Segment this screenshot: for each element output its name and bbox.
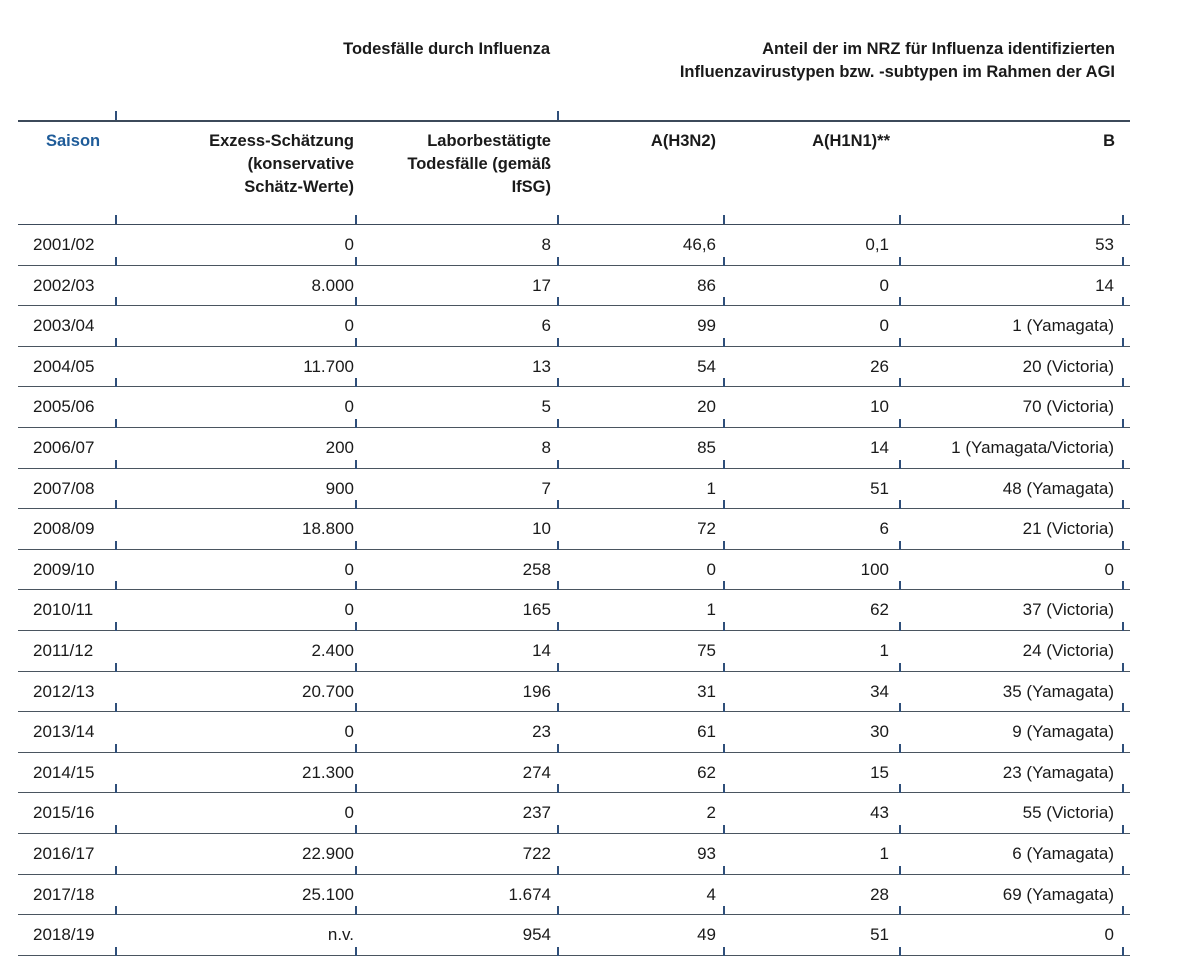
- cell-h1n1: 15: [870, 762, 889, 782]
- cell-b: 0: [1104, 925, 1114, 945]
- tick: [899, 215, 901, 224]
- tick: [115, 581, 117, 590]
- tick: [557, 703, 559, 712]
- group-title-deaths: [200, 38, 550, 61]
- cell-h3n2: 99: [697, 316, 716, 336]
- cell-lab: 165: [522, 600, 551, 620]
- tick: [115, 541, 117, 550]
- group-title-nrz: [560, 38, 1115, 84]
- tick: [355, 866, 357, 875]
- tick: [115, 460, 117, 469]
- cell-excess: 11.700: [303, 356, 354, 376]
- tick: [899, 703, 901, 712]
- tick: [723, 581, 725, 590]
- tick: [723, 419, 725, 428]
- tick: [1122, 215, 1124, 224]
- cell-b: 70 (Victoria): [1022, 397, 1114, 417]
- cell-b: 35 (Yamagata): [1002, 681, 1114, 701]
- header-lab-line3: IfSG): [511, 178, 551, 196]
- header-lab-line1: Laborbestätigte: [427, 132, 551, 150]
- tick: [723, 541, 725, 550]
- tick: [557, 257, 559, 266]
- header-h1n1: A(H1N1)**: [812, 132, 890, 150]
- cell-b: 37 (Victoria): [1022, 600, 1114, 620]
- cell-saison: 2007/08: [33, 478, 95, 498]
- tick: [355, 297, 357, 306]
- table-row: [0, 550, 1200, 591]
- row-divider: [18, 955, 1130, 956]
- tick: [723, 784, 725, 793]
- group-title-deaths-text: Todesfälle durch Influenza: [343, 40, 550, 58]
- cell-h3n2: 20: [697, 397, 716, 417]
- header-excess-line1: Exzess-Schätzung: [209, 132, 354, 150]
- tick: [899, 500, 901, 509]
- tick: [899, 825, 901, 834]
- cell-b: 48 (Yamagata): [1002, 478, 1114, 498]
- tick: [355, 906, 357, 915]
- tick: [355, 541, 357, 550]
- tick: [115, 825, 117, 834]
- table-row: [0, 834, 1200, 875]
- tick: [557, 215, 559, 224]
- cell-excess: 0: [344, 803, 354, 823]
- cell-saison: 2006/07: [33, 438, 95, 457]
- cell-b: 21 (Victoria): [1022, 519, 1114, 539]
- cell-excess: 200: [325, 438, 354, 457]
- tick: [899, 784, 901, 793]
- cell-lab: 5: [541, 397, 551, 417]
- header-lab: [370, 130, 551, 199]
- tick: [355, 419, 357, 428]
- cell-lab: 17: [532, 275, 551, 295]
- tick: [899, 622, 901, 631]
- tick: [355, 784, 357, 793]
- table-row: [0, 347, 1200, 388]
- tick: [115, 215, 117, 224]
- tick: [1122, 257, 1124, 266]
- cell-excess: 0: [344, 722, 354, 742]
- tick: [557, 825, 559, 834]
- cell-excess: n.v.: [327, 925, 354, 945]
- tick: [355, 825, 357, 834]
- tick: [355, 622, 357, 631]
- tick: [355, 460, 357, 469]
- tick: [723, 257, 725, 266]
- tick: [557, 378, 559, 387]
- tick: [355, 378, 357, 387]
- tick: [557, 906, 559, 915]
- cell-h3n2: 49: [697, 925, 716, 945]
- tick: [115, 906, 117, 915]
- tick: [899, 297, 901, 306]
- tick: [723, 297, 725, 306]
- tick: [557, 784, 559, 793]
- tick: [557, 460, 559, 469]
- cell-h3n2: 93: [697, 844, 716, 863]
- cell-saison: 2018/19: [33, 925, 95, 945]
- tick: [1122, 419, 1124, 428]
- cell-excess: 0: [344, 559, 354, 579]
- tick: [1122, 866, 1124, 875]
- tick: [1122, 663, 1124, 672]
- tick: [1122, 460, 1124, 469]
- table-row: [0, 590, 1200, 631]
- cell-saison: 2002/03: [33, 275, 95, 295]
- cell-saison: 2005/06: [33, 397, 95, 417]
- tick: [899, 866, 901, 875]
- tick: [899, 460, 901, 469]
- cell-h3n2: 75: [697, 641, 716, 660]
- cell-h3n2: 54: [697, 356, 716, 376]
- tick: [115, 111, 117, 120]
- tick: [1122, 622, 1124, 631]
- tick: [723, 460, 725, 469]
- header-excess-line3: Schätz-Werte): [244, 178, 354, 196]
- tick: [557, 947, 559, 956]
- cell-h3n2: 61: [697, 722, 716, 742]
- cell-b: 1 (Yamagata/Victoria): [951, 438, 1114, 457]
- tick: [355, 703, 357, 712]
- table-row: [0, 306, 1200, 347]
- tick: [899, 378, 901, 387]
- cell-h3n2: 4: [706, 884, 716, 904]
- cell-excess: 900: [325, 478, 354, 498]
- cell-excess: 25.100: [302, 884, 354, 904]
- tick: [355, 744, 357, 753]
- cell-saison: 2011/12: [33, 641, 94, 660]
- cell-lab: 13: [532, 356, 551, 376]
- cell-excess: 0: [344, 600, 354, 620]
- cell-lab: 196: [522, 681, 551, 701]
- cell-h3n2: 1: [706, 478, 716, 498]
- table-row: [0, 469, 1200, 510]
- tick: [1122, 581, 1124, 590]
- tick: [899, 338, 901, 347]
- tick: [557, 297, 559, 306]
- cell-saison: 2001/02: [33, 235, 95, 254]
- cell-b: 23 (Yamagata): [1002, 762, 1114, 782]
- cell-excess: 20.700: [302, 681, 354, 701]
- tick: [557, 663, 559, 672]
- tick: [723, 744, 725, 753]
- cell-b: 0: [1104, 559, 1114, 579]
- cell-excess: 0: [344, 316, 354, 336]
- cell-h3n2: 46,6: [682, 235, 716, 254]
- tick: [115, 297, 117, 306]
- tick: [1122, 500, 1124, 509]
- tick: [723, 866, 725, 875]
- header-saison: Saison: [46, 132, 101, 150]
- cell-saison: 2012/13: [33, 681, 95, 701]
- tick: [1122, 784, 1124, 793]
- tick: [1122, 297, 1124, 306]
- cell-saison: 2014/15: [33, 762, 95, 782]
- tick: [355, 257, 357, 266]
- tick: [1122, 906, 1124, 915]
- table-row: [0, 266, 1200, 307]
- cell-saison: 2004/05: [33, 356, 95, 376]
- cell-h1n1: 62: [870, 600, 889, 620]
- cell-lab: 10: [532, 519, 551, 539]
- cell-lab: 722: [522, 844, 551, 863]
- tick: [115, 866, 117, 875]
- cell-saison: 2003/04: [33, 316, 95, 336]
- tick: [115, 622, 117, 631]
- tick: [115, 419, 117, 428]
- cell-h1n1: 34: [870, 681, 889, 701]
- cell-excess: 21.300: [302, 762, 354, 782]
- tick: [557, 744, 559, 753]
- header-excess: [150, 130, 354, 199]
- table-row: [0, 387, 1200, 428]
- tick: [355, 581, 357, 590]
- cell-lab: 7: [541, 478, 551, 498]
- cell-b: 9 (Yamagata): [1012, 722, 1114, 742]
- tick: [899, 744, 901, 753]
- cell-h1n1: 30: [870, 722, 889, 742]
- cell-excess: 2.400: [311, 641, 354, 660]
- table-row: [0, 225, 1200, 266]
- tick: [115, 663, 117, 672]
- cell-b: 24 (Victoria): [1022, 641, 1114, 660]
- cell-h1n1: 10: [870, 397, 889, 417]
- cell-b: 55 (Victoria): [1022, 803, 1114, 823]
- table-row: [0, 712, 1200, 753]
- tick: [115, 378, 117, 387]
- cell-h1n1: 0: [879, 275, 889, 295]
- cell-lab: 23: [532, 722, 551, 742]
- cell-h3n2: 0: [706, 559, 716, 579]
- cell-lab: 258: [522, 559, 551, 579]
- tick: [355, 663, 357, 672]
- table-row: [0, 509, 1200, 550]
- tick: [1122, 703, 1124, 712]
- tick: [723, 622, 725, 631]
- tick: [355, 500, 357, 509]
- tick: [557, 866, 559, 875]
- cell-h3n2: 31: [697, 681, 716, 701]
- cell-saison: 2013/14: [33, 722, 95, 742]
- cell-lab: 1.674: [508, 884, 551, 904]
- group-title-nrz-line1: Anteil der im NRZ für Influenza identifizierten: [762, 40, 1115, 58]
- group-title-nrz-line2: Influenzavirustypen bzw. -subtypen im Rahmen der AGI: [679, 63, 1115, 81]
- cell-b: 69 (Yamagata): [1002, 884, 1114, 904]
- cell-h3n2: 85: [697, 438, 716, 457]
- header-h3n2: A(H3N2): [650, 132, 716, 150]
- tick: [723, 703, 725, 712]
- cell-lab: 14: [532, 641, 551, 660]
- tick: [899, 257, 901, 266]
- tick: [899, 947, 901, 956]
- tick: [115, 784, 117, 793]
- tick: [1122, 947, 1124, 956]
- cell-h1n1: 14: [870, 438, 889, 457]
- header-b: B: [1103, 132, 1115, 150]
- cell-b: 53: [1095, 235, 1114, 254]
- tick: [115, 744, 117, 753]
- cell-h1n1: 51: [870, 478, 889, 498]
- tick: [557, 541, 559, 550]
- cell-h1n1: 26: [870, 356, 889, 376]
- table-row: [0, 631, 1200, 672]
- tick: [557, 111, 559, 120]
- tick: [1122, 541, 1124, 550]
- tick: [557, 500, 559, 509]
- cell-saison: 2010/11: [33, 600, 94, 620]
- table-row: [0, 915, 1200, 956]
- tick: [723, 378, 725, 387]
- tick: [355, 338, 357, 347]
- cell-h3n2: 86: [697, 275, 716, 295]
- cell-h1n1: 43: [870, 803, 889, 823]
- tick: [723, 825, 725, 834]
- tick: [723, 663, 725, 672]
- tick: [899, 419, 901, 428]
- cell-h1n1: 51: [870, 925, 889, 945]
- cell-lab: 237: [522, 803, 551, 823]
- cell-excess: 0: [344, 397, 354, 417]
- header-excess-line2: (konservative: [247, 155, 354, 173]
- tick: [899, 906, 901, 915]
- cell-lab: 954: [522, 925, 551, 945]
- cell-h1n1: 6: [879, 519, 889, 539]
- table-row: [0, 875, 1200, 916]
- cell-b: 14: [1095, 275, 1114, 295]
- cell-b: 6 (Yamagata): [1012, 844, 1114, 863]
- tick: [723, 215, 725, 224]
- cell-lab: 6: [541, 316, 551, 336]
- tick: [557, 622, 559, 631]
- tick: [1122, 378, 1124, 387]
- cell-saison: 2009/10: [33, 559, 95, 579]
- cell-saison: 2008/09: [33, 519, 95, 539]
- tick: [557, 419, 559, 428]
- cell-h3n2: 1: [706, 600, 716, 620]
- cell-saison: 2017/18: [33, 884, 95, 904]
- tick: [355, 215, 357, 224]
- tick: [1122, 744, 1124, 753]
- tick: [115, 703, 117, 712]
- tick: [723, 947, 725, 956]
- cell-excess: 0: [344, 235, 354, 254]
- cell-lab: 274: [522, 762, 551, 782]
- tick: [899, 663, 901, 672]
- cell-excess: 18.800: [302, 519, 354, 539]
- tick: [115, 500, 117, 509]
- cell-saison: 2016/17: [33, 844, 95, 863]
- tick: [557, 581, 559, 590]
- cell-h1n1: 0,1: [865, 235, 889, 254]
- cell-b: 1 (Yamagata): [1012, 316, 1114, 336]
- table-row: [0, 672, 1200, 713]
- cell-b: 20 (Victoria): [1022, 356, 1114, 376]
- cell-lab: 8: [541, 235, 551, 254]
- cell-h1n1: 100: [860, 559, 889, 579]
- table-row: [0, 753, 1200, 794]
- header-lab-line2: Todesfälle (gemäß: [407, 155, 551, 173]
- cell-h3n2: 2: [706, 803, 716, 823]
- tick: [723, 338, 725, 347]
- tick: [355, 947, 357, 956]
- table-row: [0, 793, 1200, 834]
- cell-h1n1: 1: [879, 641, 889, 660]
- tick: [723, 500, 725, 509]
- tick: [1122, 825, 1124, 834]
- header-top-rule: [18, 120, 1130, 122]
- tick: [115, 947, 117, 956]
- cell-excess: 22.900: [302, 844, 354, 863]
- tick: [115, 338, 117, 347]
- tick: [1122, 338, 1124, 347]
- cell-h3n2: 72: [697, 519, 716, 539]
- tick: [899, 581, 901, 590]
- cell-h1n1: 28: [870, 884, 889, 904]
- tick: [557, 338, 559, 347]
- table-row: [0, 428, 1200, 469]
- tick: [115, 257, 117, 266]
- cell-lab: 8: [541, 438, 551, 457]
- cell-saison: 2015/16: [33, 803, 95, 823]
- cell-h3n2: 62: [697, 762, 716, 782]
- tick: [899, 541, 901, 550]
- cell-excess: 8.000: [311, 275, 354, 295]
- tick: [723, 906, 725, 915]
- cell-h1n1: 0: [879, 316, 889, 336]
- cell-h1n1: 1: [879, 844, 889, 863]
